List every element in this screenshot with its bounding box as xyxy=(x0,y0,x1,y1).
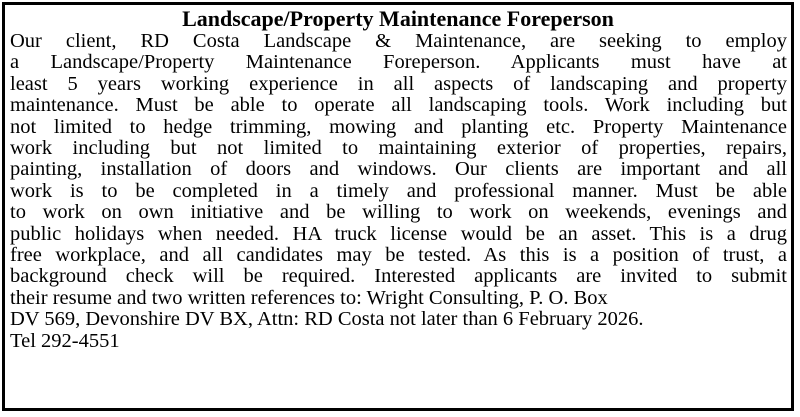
ad-body-line: background check will be required. Interested applicants are invited to submit xyxy=(10,265,787,288)
ad-body-line: to work on own initiative and be willing to work on weekends, evenings and xyxy=(10,201,787,224)
ad-body-line: Our client, RD Costa Landscape & Maintenance, are seeking to employ xyxy=(10,30,787,52)
ad-body-line: work including but not limited to maintaining exterior of properties, repairs, xyxy=(10,137,787,160)
ad-body-line: Tel 292-4551 xyxy=(10,329,120,352)
ad-body-line: their resume and two written references to: Wright Consulting, P. O. Box xyxy=(10,286,608,309)
ad-body-line: not limited to hedge trimming, mowing and planting etc. Property Maintenance xyxy=(10,115,787,138)
ad-body-line: work is to be completed in a timely and professional manner. Must be able xyxy=(10,179,787,202)
ad-body-line: least 5 years working experience in all aspects of landscaping and property xyxy=(10,72,787,95)
ad-title: Landscape/Property Maintenance Foreperson xyxy=(182,6,614,31)
ad-body-line: maintenance. Must be able to operate all landscaping tools. Work including but xyxy=(10,94,787,117)
ad-body-line: DV 569, Devonshire DV BX, Attn: RD Costa not later than 6 February 2026. xyxy=(10,308,644,331)
job-advertisement xyxy=(2,2,794,411)
ad-body xyxy=(5,31,791,352)
ad-body-line: painting, installation of doors and windows. Our clients are important and all xyxy=(10,158,787,181)
ad-body-line: a Landscape/Property Maintenance Foreperson. Applicants must have at xyxy=(10,51,787,74)
ad-body-line: free workplace, and all candidates may be tested. As this is a position of trust, a xyxy=(10,244,787,267)
ad-body-line: public holidays when needed. HA truck license would be an asset. This is a drug xyxy=(10,222,787,245)
